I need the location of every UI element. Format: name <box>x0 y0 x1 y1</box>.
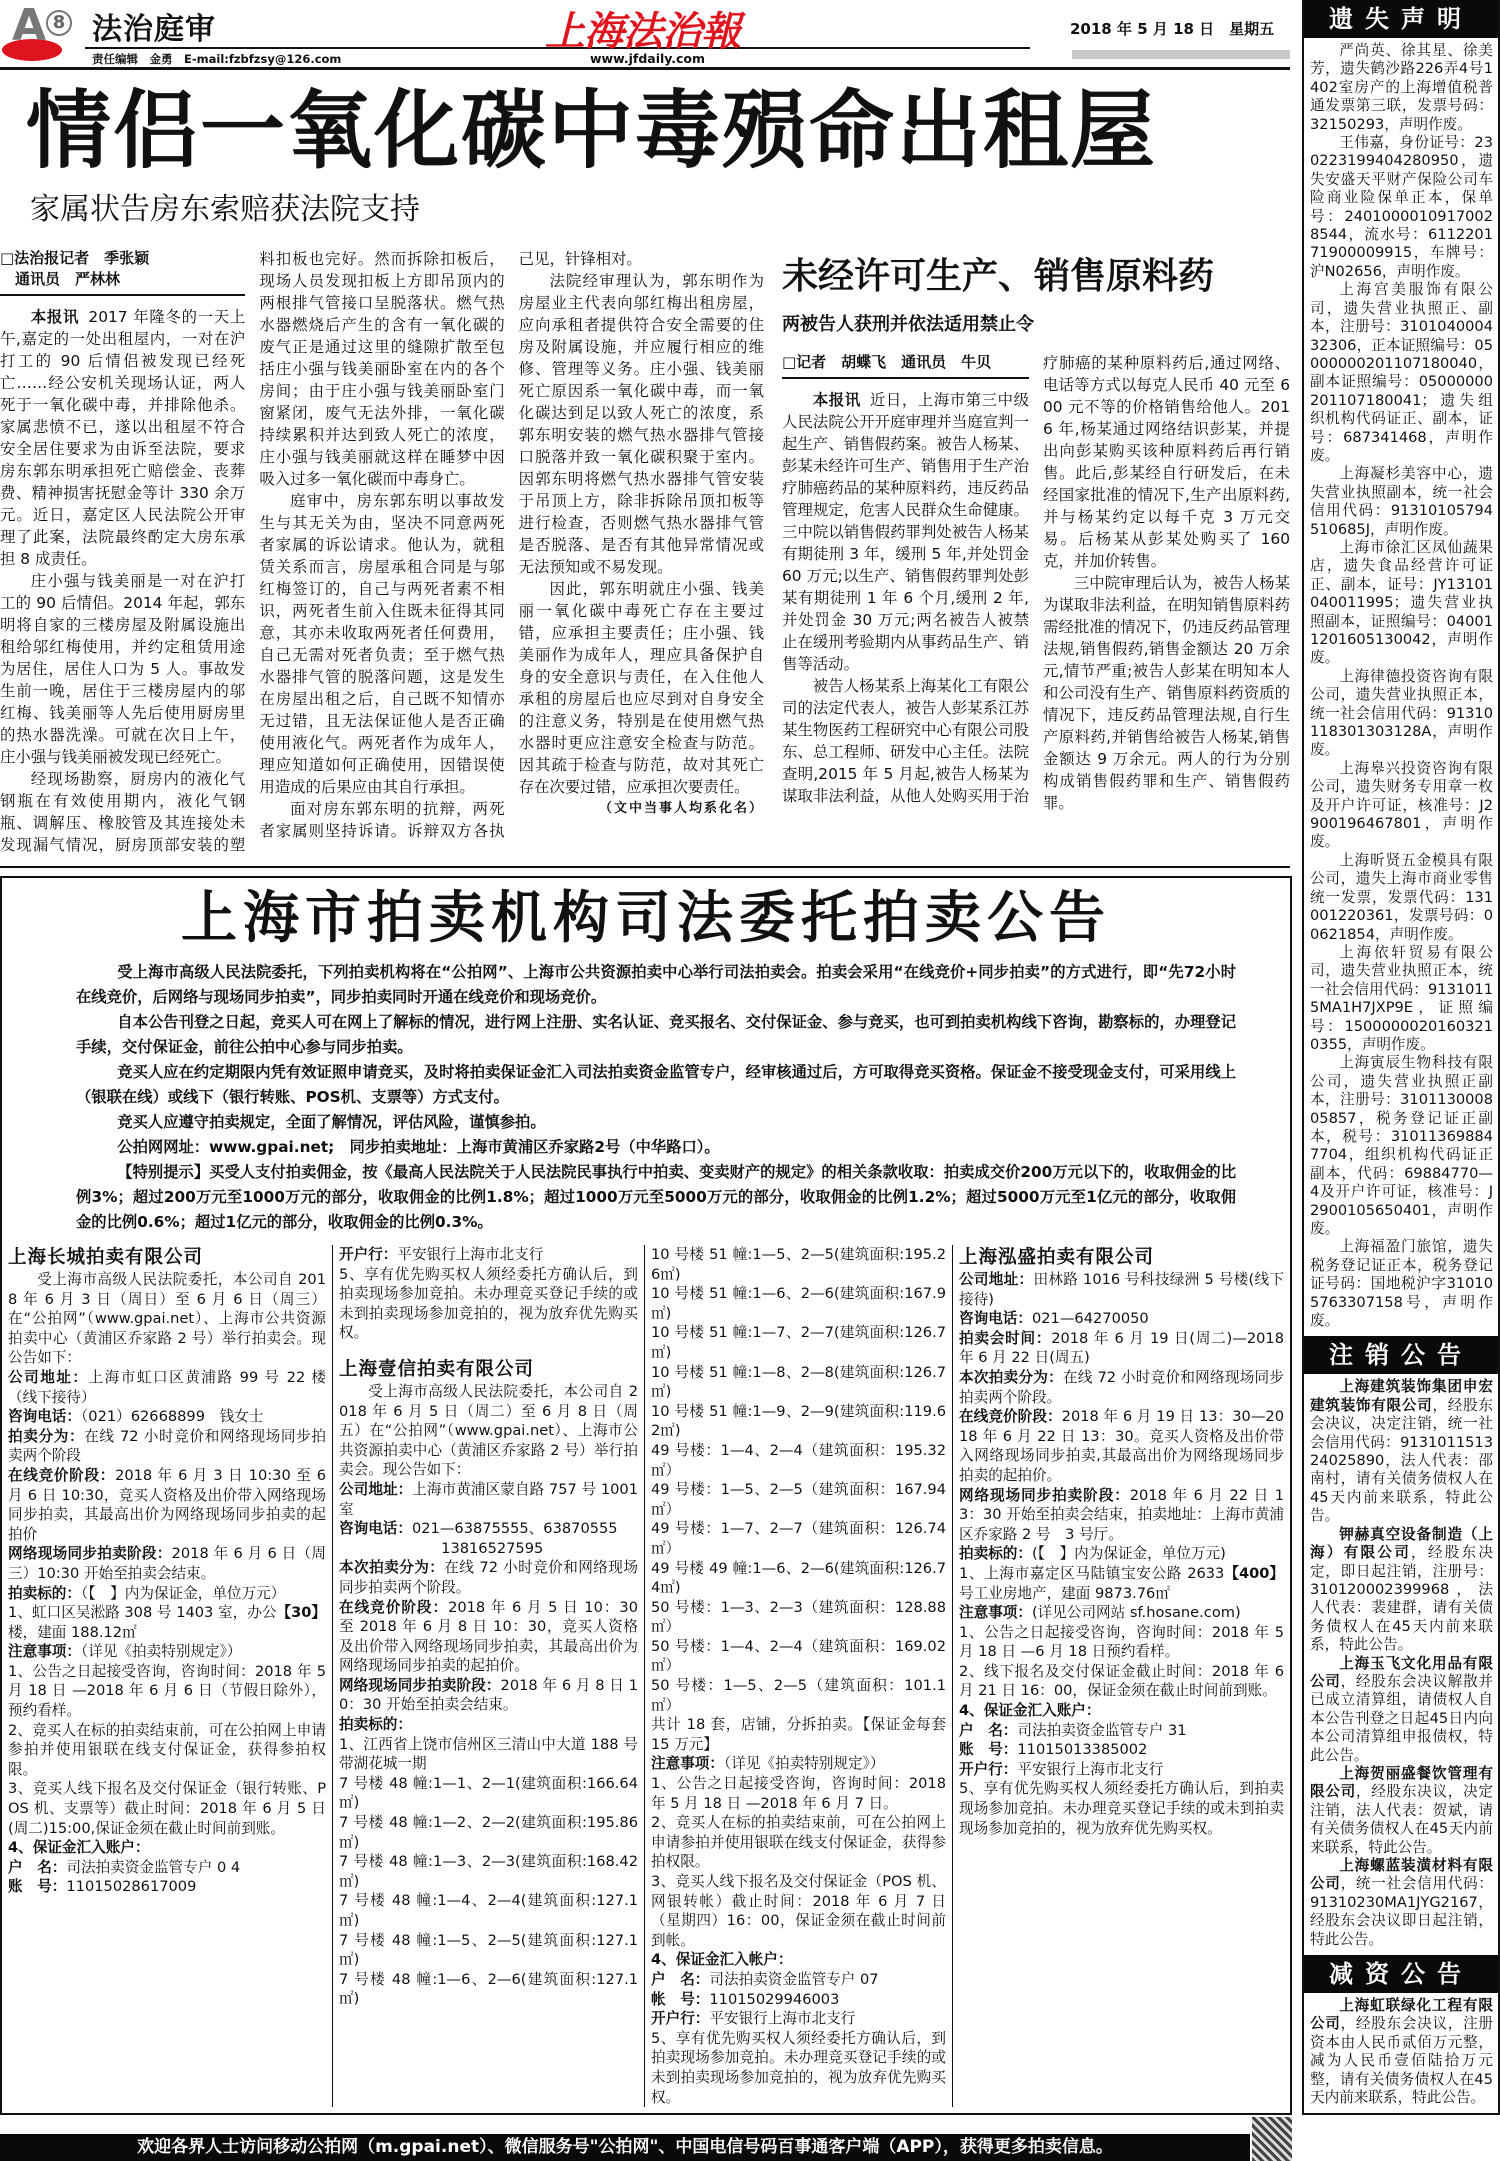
field-text: 上海市虹口区黄浦路 99 号 22 楼（线下接待） <box>8 1368 326 1406</box>
field-text: 1、公告之日起接受咨询，咨询时间：2018 年 5 月 18 日 —6 月 18 日预约看样。 <box>959 1623 1284 1661</box>
field-text: 2、竞买人在标的拍卖结束前，可在公拍网上申请参拍并使用银联在线支付保证金，获得参拍权限。 <box>651 1814 946 1871</box>
auction-line <box>959 1544 1284 1564</box>
field-label: 账 号： <box>959 1741 1018 1759</box>
field-text: 49 号楼 49 幢:1—6、2—6(建筑面积:126.74㎡) <box>651 1559 946 1597</box>
field-text: 7 号楼 48 幢:1—3、2—3(建筑面积:168.42㎡) <box>339 1853 638 1890</box>
auction-line <box>651 1872 946 1950</box>
field-label: 在线竞价阶段： <box>959 1408 1062 1426</box>
footer-row <box>0 2117 1292 2161</box>
auction-line <box>339 1265 638 1343</box>
field-text: 11015029946003 <box>709 1990 840 2008</box>
auction-line <box>8 1584 326 1604</box>
field-text: 7 号楼 48 幢:1—6、2—6(建筑面积:127.1㎡) <box>339 1970 638 2008</box>
field-text: 021—63875555、63870555 <box>411 1520 618 1538</box>
field-text: (【 】内为保证金，单位万元) <box>1031 1545 1226 1563</box>
field-label: 拍卖会时间： <box>959 1329 1052 1347</box>
lost-notice <box>1310 668 1493 760</box>
auction-line <box>651 1284 946 1323</box>
deposit-amount: 【400】 <box>1224 1564 1284 1582</box>
field-text: 面对房东郭东明的抗辩，两死者家属则坚持诉请。诉辩双方各执己见，针锋相对。 <box>259 250 642 840</box>
field-text: 50 号楼：1—3、2—3（建筑面积：128.88㎡） <box>651 1598 946 1636</box>
lost-notice <box>1310 1054 1493 1238</box>
auction-line <box>651 1519 946 1558</box>
intro-paragraph <box>76 1160 1236 1235</box>
auction-announcement <box>0 876 1292 2115</box>
auction-line <box>651 2009 946 2029</box>
article-body <box>0 248 764 856</box>
auction-line <box>651 1715 946 1754</box>
field-label: 户 名： <box>8 1858 67 1876</box>
field-label: 注意事项： <box>651 1755 724 1773</box>
auction-line <box>651 2029 946 2107</box>
page-number: 8 <box>46 10 72 36</box>
field-text: 上海依轩贸易有限公司，遗失营业执照正本，统一社会信用代码：91310115MA1H7JXP9E，证照编号：15000000201603210355，声明作废。 <box>1310 943 1493 1053</box>
field-label: 注意事项： <box>959 1604 1032 1622</box>
field-text: 7 号楼 48 幢:1—1、2—1(建筑面积:166.64㎡) <box>339 1774 638 1812</box>
field-label: 开户行： <box>959 1760 1018 1778</box>
main-subheadline: 家属状告房东索赔获法院支持 <box>30 192 420 227</box>
article-paragraph <box>259 490 504 798</box>
auction-line <box>339 1558 638 1597</box>
field-label: 网络现场同步拍卖阶段： <box>339 1676 501 1694</box>
field-text: 田林路 1016 号科技绿洲 5 号楼(线下接待) <box>959 1271 1284 1308</box>
field-text: 2018 年 6 月 19 日 13：30—2018 年 6 月 22 日 13：30。竞买人资格及出价带入网络现场同步拍卖,其最高出价为网络现场同步拍卖的起拍价。 <box>959 1408 1284 1484</box>
field-text: 在线 72 小时竞价和网络现场同步拍卖两个阶段。 <box>339 1559 638 1596</box>
field-label: 账 号： <box>8 1878 67 1896</box>
field-text: 在线 72 小时竞价和网络现场同步拍卖两个阶段。 <box>959 1368 1284 1406</box>
field-text: 3、竞买人线下报名及交付保证金（POS 机、网银转帐）截止时间：2018 年 6 月 7 日（星期四）16：00，保证金须在截止时间前到帐。 <box>651 1873 946 1949</box>
auction-line <box>8 1603 326 1642</box>
auction-line <box>339 1852 638 1891</box>
auction-line <box>651 1774 946 1813</box>
auction-line <box>339 1676 638 1715</box>
field-text: 10 号楼 51 幢:1—5、2—5(建筑面积:195.26㎡) <box>651 1246 946 1283</box>
header-bottom-rule <box>0 67 1290 70</box>
auction-line <box>339 1735 638 1774</box>
field-text: 司法拍卖资金监管专户 0 4 <box>66 1858 241 1876</box>
article-paragraph <box>0 306 245 570</box>
field-label: 在线竞价阶段： <box>8 1466 116 1484</box>
page-header <box>0 0 1292 72</box>
field-label: 户 名： <box>959 1721 1018 1739</box>
article-paragraph <box>519 270 764 578</box>
article-paragraph <box>1043 572 1290 814</box>
field-text: 49 号楼：1—4、2—4（建筑面积：195.32㎡） <box>651 1441 946 1479</box>
auction-line <box>339 1480 638 1519</box>
field-label: 拍卖标的： <box>959 1545 1032 1563</box>
intro-paragraph <box>76 1135 1236 1160</box>
field-text: 50 号楼：1—5、2—5（建筑面积：101.1㎡） <box>651 1677 946 1714</box>
field-label: 注意事项： <box>8 1643 81 1661</box>
article2 <box>782 248 1290 814</box>
auction-line <box>8 1427 326 1466</box>
auction-line <box>959 1740 1284 1760</box>
field-text: (详见公司网站 sf.hosane.com) <box>1031 1604 1241 1622</box>
auction-line <box>651 1637 946 1676</box>
field-text: 三中院审理后认为，被告人杨某为谋取非法利益，在明知销售原料药需经批准的情况下，仍违反药品管理法规,销售假药,销售金额达 20 万余元,情节严重;被告人彭某在明知本人和公司没有生产、销售原料药资质的情况下，违反药品管理法规,自行生产原料药,并销售给被告人杨某,销售金额达 9 万余元。两人的行为分别构成销售假药罪和生产、销售假药罪。 <box>1043 574 1290 812</box>
field-text: 11015028617009 <box>66 1878 197 1896</box>
lost-notice <box>1310 852 1493 944</box>
auction-intro <box>76 960 1236 1235</box>
field-text: 上海寅辰生物科技有限公司，遗失营业执照正副本，注册号：310113000805857，税务登记证正副本，税号：310113698847704，组织机构代码证正副本，代码：69884770—4及开户许可证，核准号：J2900105650401，声明作废。 <box>1310 1054 1493 1237</box>
editor-credit: 责任编辑 金勇 E-mail:fzbfzsy@126.com <box>92 52 342 66</box>
field-label: 咨询电话： <box>959 1310 1032 1328</box>
auction-line <box>959 1623 1284 1662</box>
section-title: 法治庭审 <box>92 12 216 47</box>
article-paragraph <box>519 578 764 798</box>
field-text: 2018 年 6 月 19 日(周二)—2018 年 6 月 22 日(周五) <box>959 1329 1284 1367</box>
deposit-amount: 【30】 <box>276 1604 326 1622</box>
article-paragraph <box>782 389 1029 675</box>
auction-line <box>8 1270 326 1368</box>
lost-notice <box>1310 42 1493 134</box>
field-text: 严尚英、徐其星、徐美芳，遗失鹤沙路226弄4号1402室房产的上海增值税普通发票第三联，发票号码：32150293，声明作废。 <box>1310 42 1493 133</box>
auction-column-2 <box>332 1245 644 2107</box>
company-name <box>959 1245 1284 1270</box>
field-text: 自本公告刊登之日起，竞买人可在网上了解标的情况，进行网上注册、实名认证、竞买报名、交付保证金、参与竞买，也可到拍卖机构线下咨询，勘察标的，办理登记手续，交付保证金，前往公拍中心参与同步拍卖。 <box>76 1013 1236 1056</box>
field-text: 法院经审理认为，郭东明作为房屋业主代表向邬红梅出租房屋，应向承租者提供符合安全需要的住房及附属设施，并应履行相应的维修、管理等义务。庄小强、钱美丽死亡原因系一氧化碳中毒，而一氧化碳达到足以致人死亡的浓度，系郭东明安装的燃气热水器排气管接口脱落并致一氧化碳积聚于室内。因郭东明将燃气热水器排气管安装于吊顶上方，除非拆除吊顶扣板等进行检查，否则燃气热水器排气管是否脱落、是否有其他异常情况或无法预知或不易发现。 <box>518 272 764 576</box>
company-name <box>339 1357 638 1382</box>
lost-notice <box>1310 281 1493 465</box>
lost-notice <box>1310 465 1493 539</box>
field-text: 上海市黄浦区蒙自路 757 号 1001 室 <box>339 1480 638 1518</box>
cancel-notice <box>1310 1526 1493 1655</box>
field-text: 庭审中，房东郭东明以事故发生与其无关为由，坚决不同意两死者家属的诉讼请求。他认为，就租赁关系而言，房屋承租合同是与邬红梅签订的，自己与两死者素不相识，两死者生前入住既未征得其同意，其亦未收取两死者任何费用，自己无需对死者负责；至于燃气热水器排气管的脱落问题，这是发生在房屋出租之后，自己既不知情亦无过错，且无法保证他人是否正确使用液化气。两死者作为成年人，理应知道如何正确使用，因错误使用造成的后果应由其自行承担。 <box>259 492 505 796</box>
company-name <box>8 1245 326 1270</box>
field-text: 2018 年 6 月 3 日 10:30 至 6 月 6 日 10:30，竞买人资格及出价带入网络现场同步拍卖，其最高出价为网络现场同步拍卖的起拍价 <box>8 1466 326 1543</box>
field-text: 3、竞买人线下报名及交付保证金（银行转账、POS 机、支票等）截止时间：2018 年 6 月 5 日(周二)15:00,保证金须在截止时间前到账。 <box>8 1780 326 1837</box>
auction-line <box>959 1662 1284 1701</box>
auction-columns <box>2 1245 1290 2107</box>
field-label: 网络现场同步拍卖阶段： <box>8 1545 172 1563</box>
lost-notice <box>1310 1238 1493 1330</box>
field-label: 4、保证金汇入帐户： <box>651 1951 793 1969</box>
field-text: 因此，郭东明就庄小强、钱美丽一氧化碳中毒死亡存在主要过错，应承担主要责任；庄小强、钱美丽作为成年人，理应具备保护自身的安全意识与责任，在入住他人承租的房屋后也应尽到对自身安全的注意义务，特别是在使用燃气热水器时更应注意安全检查与防范。因其疏于检查与防范，故对其死亡存在次要过错，应承担次要责任。 <box>518 580 764 796</box>
auction-line <box>651 1676 946 1715</box>
lost-notice <box>1310 944 1493 1054</box>
auction-column-1 <box>2 1245 332 2107</box>
field-text: （【 】内为保证金，单位万元） <box>80 1584 286 1602</box>
field-label: 开户行： <box>651 2010 710 2028</box>
field-text: 2、竞买人在标的拍卖结束前，可在公拍网上申请参拍并使用银联在线支付保证金，获得参拍权限。 <box>8 1721 326 1778</box>
masthead-logo: 上海法治報 <box>545 9 740 55</box>
auction-line <box>651 1363 946 1402</box>
field-text: ，经股东会决议解散并已成立清算组，请债权人自本公告刊登之日起45日内向本公司清算组申报债权，特此公告。 <box>1310 1672 1493 1764</box>
field-text: 共计 18 套，店铺，分拆拍卖。【保证金每套 15 万元】 <box>651 1716 946 1753</box>
auction-line <box>651 1245 946 1284</box>
header-grey-bar <box>1072 50 1290 59</box>
auction-line <box>339 1598 638 1676</box>
field-label: 开户行： <box>339 1246 398 1263</box>
auction-line <box>959 1329 1284 1368</box>
auction-line <box>959 1407 1284 1485</box>
field-text: 13816527595 <box>339 1539 544 1557</box>
auction-line <box>8 1779 326 1838</box>
field-text: 平安银行上海市北支行 <box>709 2010 856 2028</box>
auction-line <box>339 1813 638 1852</box>
field-text: 竞买人应遵守拍卖规定，全面了解情况，评估风险，谨慎参拍。 <box>117 1113 546 1131</box>
auction-line <box>959 1368 1284 1407</box>
field-text: （021）62668899 钱女士 <box>80 1408 264 1426</box>
auction-line <box>959 1701 1284 1721</box>
field-label: 上海贺丽盛餐饮管理有限公司 <box>1310 1764 1493 1801</box>
auction-footer-banner: 欢迎各界人士访问移动公拍网（m.gpai.net）、微信服务号"公拍网"、中国电信号码百事通客户端（APP），获得更多拍卖信息。 <box>0 2134 1250 2161</box>
field-text: 被告人杨某系上海某化工有限公司的法定代表人，被告人彭某系江苏某生物医药工程研究中心有限公司股东、总工程师、研发中心主任。法院查明,2015 年 5 月起,被告人杨某为谋取非法利益，从他人处购买用于治疗肺癌的某种原料药后,通过网络、电话等方式以每克人民币 40 元至 600 元不等的价格销售给他人。2016 年,杨某通过网络结识彭某，并提出向彭某购买该种原料药后再行销售。此后,彭某经自行研发后，在未经国家批准的情况下,生产出原料药,并与杨某约定以每千克 3 万元交易。后杨某从彭某处购买了 160 克，并加价转售。 <box>782 354 1290 805</box>
field-text: 上海市徐汇区凤仙蔬果店，遗失食品经营许可证正、副本，证号：JY13101040011995；遗失营业执照副本，证照编号：040011201605130042，声明作废。 <box>1310 538 1493 667</box>
field-text: 10 号楼 51 幢:1—8、2—8(建筑面积:126.7㎡) <box>651 1363 946 1401</box>
company-title: 上海长城拍卖有限公司 <box>8 1247 204 1268</box>
field-text: 在线 72 小时竞价和网络现场同步拍卖两个阶段 <box>8 1427 326 1465</box>
field-text: ，经股东会决议，决定注销，统一社会信用代码：913101151324025890，法人代表：邵南村，请有关债务债权人在45天内前来联系，特此公告。 <box>1310 1396 1493 1525</box>
auction-line <box>651 1402 946 1441</box>
auction-line <box>959 1486 1284 1545</box>
field-text: 平安银行上海市北支行 <box>397 1246 544 1263</box>
field-label: 本次拍卖分为： <box>959 1368 1063 1386</box>
field-label: 钾赫真空设备制造（上海）有限公司 <box>1310 1525 1493 1562</box>
auction-line <box>8 1642 326 1662</box>
auction-column-3 <box>644 1245 952 2107</box>
field-label: 上海螺蓝装潢材料有限公司 <box>1310 1857 1493 1893</box>
dateline: 本报讯 <box>812 391 861 409</box>
field-text: 受上海市高级人民法院委托，本公司自 2018 年 6 月 3 日（周日）至 6 月 6 日（周三）在“公拍网”（www.gpai.net）、上海市公共资源拍卖中心（黄浦区乔家路 2 号）举行拍卖会。现公告如下： <box>8 1271 326 1367</box>
field-text: 上海福盈门旅馆，遗失税务登记证正本，税务登记证号码：国地税沪字310105763307158号，声明作废。 <box>1310 1238 1493 1330</box>
field-text: 2018 年 6 月 8 日 10：30 开始至拍卖会结束。 <box>339 1676 638 1714</box>
auction-line <box>8 1368 326 1407</box>
articles-row <box>0 248 1292 856</box>
intro-paragraph <box>76 960 1236 1010</box>
auction-line <box>8 1466 326 1544</box>
field-text: 2017 年隆冬的一天上午,嘉定的一处出租屋内，一对在沪打工的 90 后情侣被发现已经死亡……经公安机关现场认证，两人死于一氧化碳中毒，并排除他杀。家属悲愤不已，遂以出租屋不符合安全居住要求为由诉至法院，要求房东郭东明承担死亡赔偿金、丧葬费、精神损害抚慰金等计 330 余万元。近日，嘉定区人民法院公开审理了此案，法院最终酌定大房东承担 8 成责任。 <box>0 308 246 568</box>
field-text: 2018 年 6 月 6 日（周三）10:30 开始至拍卖会结束。 <box>8 1545 326 1582</box>
field-text: ，经股东决定，即日起注销，注册号：310120002399968，法人代表：裴建群，请有关债务债权人在45天内前来联系，特此公告。 <box>1310 1544 1493 1654</box>
field-text: 上海昕贤五金模具有限公司，遗失上海市商业零售统一发票，发票代码：131001220361，发票号码：00621854，声明作废。 <box>1310 851 1493 943</box>
auction-line <box>8 1858 326 1878</box>
qr-code-icon[interactable] <box>1252 2117 1292 2161</box>
auction-line <box>339 1891 638 1930</box>
section-divider <box>0 866 1290 868</box>
field-text: 10 号楼 51 幢:1—6、2—6(建筑面积:167.9㎡) <box>651 1285 946 1322</box>
field-label: 帐 号： <box>651 1990 710 2008</box>
field-label: 网络现场同步拍卖阶段： <box>959 1486 1130 1504</box>
cancel-notice <box>1310 1857 1493 1949</box>
field-label: 本次拍卖分为： <box>339 1559 445 1577</box>
auction-column-4 <box>952 1245 1290 2107</box>
field-text: 上海凝杉美容中心，遗失营业执照副本，统一社会信用代码：91310105794510685J，声明作废。 <box>1310 465 1493 538</box>
auction-line <box>651 1970 946 1990</box>
lost-notice-header: 遗失声明 <box>1304 0 1498 38</box>
article2-byline: □记者 胡蝶飞 通讯员 牛贝 <box>782 352 1029 379</box>
field-text: 7 号楼 48 幢:1—2、2—2(建筑面积:195.86㎡) <box>339 1814 638 1851</box>
auction-line <box>8 1838 326 1858</box>
byline-reporter: □法治报记者 季张颖 <box>0 249 150 267</box>
auction-line <box>339 1245 638 1265</box>
field-text: 5、享有优先购买权人须经委托方确认后，到拍卖现场参加竞拍。未办理竞买登记手续的或未到拍卖现场参加竞拍的，视为放弃优先购买权。 <box>339 1265 638 1342</box>
field-text: ，统一社会信用代码：91310230MA1JYG2167，经股东会决议即日起注销，特此公告。 <box>1310 1875 1493 1948</box>
auction-line <box>959 1779 1284 1838</box>
field-text: 2018 年 6 月 22 日 13：30 开始至拍卖会结束，拍卖地址：上海市黄浦区乔家路 2 号 3 号厅。 <box>959 1486 1284 1543</box>
byline-correspondent: 通讯员 严林林 <box>0 270 121 288</box>
field-text: 5、享有优先购买权人须经委托方确认后，到拍卖现场参加竞拍。未办理竞买登记手续的或未到拍卖现场参加竞拍的，视为放弃优先购买权。 <box>651 2029 946 2106</box>
field-text: 平安银行上海市北支行 <box>1017 1760 1164 1778</box>
article-note: （文中当事人均系化名） <box>598 801 764 816</box>
field-text: 1、公告之日起接受咨询，咨询时间：2018 年 5 月 18 日 —2018 年 6 月 6 日（节假日除外），预约看样。 <box>8 1662 326 1720</box>
field-text: 【特别提示】买受人支付拍卖佣金，按《最高人民法院关于人民法院民事执行中拍卖、变卖财产的规定》的相关条款收取：拍卖成交价200万元以下的，收取佣金的比例3%；超过200万元至1000万元的部分，收取佣金的比例1.8%；超过1000万元至5000万元的部分，收取佣金的比例1.2%；超过5000万元至1亿元的部分，收取佣金的比例0.6%；超过1亿元的部分，收取佣金的比例0.3%。 <box>76 1163 1236 1231</box>
cancel-notice-header: 注销公告 <box>1304 1336 1498 1374</box>
lost-notices <box>1304 38 1498 1336</box>
field-text: 公拍网网址：www.gpai.net; 同步拍卖地址：上海市黄浦区乔家路2号（中华路口）。 <box>117 1138 720 1156</box>
field-text: （详见《拍卖特别规定》） <box>80 1643 242 1661</box>
field-text: 11015013385002 <box>1017 1741 1148 1759</box>
dateline: 本报讯 <box>30 308 80 326</box>
auction-line <box>8 1544 326 1583</box>
capital-reduction-notices <box>1304 1993 1498 2113</box>
field-label: 上海玉飞文化用品有限公司 <box>1310 1654 1493 1690</box>
field-label: 拍卖标的： <box>8 1584 81 1602</box>
field-label: 公司地址： <box>339 1480 413 1498</box>
cancel-notice <box>1310 1765 1493 1857</box>
field-text: 1、虹口区吴淞路 308 号 1403 室，办公楼，建面 188.12㎡ <box>8 1604 277 1641</box>
auction-line <box>651 1480 946 1519</box>
company-title: 上海壹信拍卖有限公司 <box>339 1358 535 1380</box>
auction-line <box>959 1603 1284 1623</box>
field-text: 49 号楼：1—5、2—5（建筑面积：167.94㎡） <box>651 1481 946 1518</box>
article-paragraph <box>0 570 245 768</box>
field-text: 49 号楼：1—7、2—7（建筑面积：126.74㎡） <box>651 1520 946 1557</box>
issue-date: 2018 年 5 月 18 日 星期五 <box>1070 20 1275 38</box>
field-text: 10 号楼 51 幢:1—9、2—9(建筑面积:119.62㎡) <box>651 1402 946 1440</box>
field-label: 4、保证金汇入账户： <box>8 1839 150 1857</box>
intro-paragraph <box>76 1110 1236 1135</box>
field-text: 庄小强与钱美丽是一对在沪打工的 90 后情侣。2014 年起，郭东明将自家的三楼房屋及附属设施出租给邬红梅使用，并约定租赁用途为居住，居住人口为 5 人。事故发生前一晚，居住于三楼房屋内的邬红梅、钱美丽等人先后使用厨房里的热水器洗澡。可就在次日上午，庄小强与钱美丽被发现已经死亡。 <box>0 572 246 766</box>
auction-line <box>959 1760 1284 1780</box>
field-label: 上海虹联绿化工程有限公司 <box>1310 1997 1493 2033</box>
field-text: 经现场勘察，厨房内的液化气钢瓶在有效使用期内，液化气钢瓶、调解压、橡胶管及其连接处未发现漏气情况，厨房顶部安装的塑料扣板也完好。然而拆除扣板后，现场人员发现扣板上方即吊顶内的两根排气管接口呈脱落状。燃气热水器燃烧后产生的含有一氧化碳的废气正是通过这里的缝隙扩散至包括庄小强与钱美丽卧室在内的各个房间；由于庄小强与钱美丽卧室门窗紧闭，废气无法外排，一氧化碳持续累积并达到致人死亡的浓度，庄小强与钱美丽就这样在睡梦中因吸入过多一氧化碳而中毒身亡。 <box>0 250 505 854</box>
cancel-notice <box>1310 1655 1493 1765</box>
cancel-notices <box>1304 1374 1498 1955</box>
field-text: ，经股东会决议，注册资本由人民币贰佰万元整，减为人民币壹佰陆拾万元整，请有关债务债权人在45天内前来联系，特此公告。 <box>1310 2015 1493 2107</box>
auction-line <box>651 1441 946 1480</box>
field-label: 在线竞价阶段： <box>339 1598 449 1616</box>
field-text: 上海律德投资咨询有限公司，遗失营业执照正本，统一社会信用代码：91310118301303128A，声明作废。 <box>1310 667 1493 759</box>
auction-line <box>339 1382 638 1480</box>
auction-line <box>651 1598 946 1637</box>
auction-line <box>959 1270 1284 1309</box>
auction-line <box>959 1721 1284 1741</box>
field-text: 司法拍卖资金监管专户 31 <box>1017 1721 1187 1739</box>
article-paragraphs <box>0 248 764 856</box>
auction-line <box>8 1662 326 1721</box>
field-text: 2018 年 6 月 5 日 10：30 至 2018 年 6 月 8 日 10：30，竞买人资格及出价带入网络现场同步拍卖，其最高出价为网络现场同步拍卖的起拍价。 <box>339 1598 638 1675</box>
field-text: 7 号楼 48 幢:1—5、2—5(建筑面积:127.1㎡) <box>339 1931 638 1969</box>
article2-paragraphs <box>782 352 1290 814</box>
auction-line <box>651 1323 946 1362</box>
main-headline: 情侣一氧化碳中毒殒命出租屋 <box>26 82 1158 181</box>
intro-paragraph <box>76 1010 1236 1060</box>
field-label: 拍卖分为： <box>8 1427 85 1445</box>
field-label: 上海建筑装饰集团申宏建筑装饰有限公司 <box>1310 1378 1493 1414</box>
auction-line <box>651 1813 946 1872</box>
auction-line <box>339 1931 638 1970</box>
field-text: 7 号楼 48 幢:1—4、2—4(建筑面积:127.1㎡) <box>339 1892 638 1929</box>
lost-notice <box>1310 539 1493 668</box>
auction-line <box>651 1950 946 1970</box>
field-text: （详见《拍卖特别规定》） <box>723 1755 885 1773</box>
auction-line <box>339 1519 638 1539</box>
field-label: 户 名： <box>651 1970 710 1988</box>
capital-reduction-header: 减资公告 <box>1304 1955 1498 1993</box>
field-text: 1、公告之日起接受咨询，咨询时间：2018 年 5 月 18 日 —2018 年 6 月 7 日。 <box>651 1775 946 1812</box>
auction-line <box>339 1970 638 2009</box>
field-text: 10 号楼 51 幢:1—7、2—7(建筑面积:126.7㎡) <box>651 1324 946 1361</box>
auction-line <box>959 1309 1284 1329</box>
field-text: 1、上海市嘉定区马陆镇宝安公路 2633 号工业房地产，建面 9873.76㎡ <box>959 1564 1225 1602</box>
auction-line <box>651 1754 946 1774</box>
article-byline <box>0 248 245 296</box>
field-text: 王伟嘉，身份证号：230223199404280950，遗失安盛天平财产保险公司车险商业险保单正本，保单号：24010000109170028544，流水号：611220171900009915，车牌号：沪N02656，声明作废。 <box>1310 134 1493 280</box>
field-text: ，经股东决议，决定注销，法人代表：贺斌，请有关债务债权人在45天内前来联系，特此公告。 <box>1310 1783 1493 1856</box>
auction-line <box>651 1990 946 2010</box>
intro-paragraph <box>76 1060 1236 1110</box>
notices-sidebar <box>1302 0 1500 2115</box>
page-number-badge <box>2 2 76 62</box>
auction-line <box>651 1559 946 1598</box>
field-text: 司法拍卖资金监管专户 07 <box>709 1970 879 1988</box>
field-text: 上海宫美服饰有限公司，遗失营业执照正、副本，注册号：310104000432306，正本证照编号：05000000201107180040，副本证照编号：05000000201107180041；遗失组织机构代码证正、副本，证号：687341468，声明作废。 <box>1310 281 1493 464</box>
field-text: 021—64270050 <box>1031 1310 1149 1328</box>
field-text: 5、享有优先购买权人须经委托方确认后，到拍卖现场参加竞拍。未办理竞买登记手续的或未到拍卖现场参加竞拍的，视为放弃优先购买权。 <box>959 1780 1284 1837</box>
field-text: 近日，上海市第三中级人民法院公开开庭审理并当庭宣判一起生产、销售假药案。被告人杨某、彭某未经许可生产、销售用于生产治疗肺癌药品的某种原料药，违反药品管理规定，危害人民群众生命健康。三中院以销售假药罪判处被告人杨某有期徒刑 3 年，缓刑 5 年,并处罚金 60 万元;以生产、销售假药罪判处彭某有期徒刑 1 年 6 个月,缓刑 2 年,并处罚金 30 万元;两名被告人被禁止在缓刑考验期内从事药品生产、销售等活动。 <box>782 391 1029 673</box>
field-label: 公司地址： <box>8 1368 89 1386</box>
field-text: 2、线下报名及交付保证金截止时间：2018 年 6 月 21 日 16：00，保证金须在截止时间前到账。 <box>959 1662 1284 1700</box>
field-label: 4、保证金汇入账户： <box>959 1702 1101 1720</box>
auction-line <box>339 1715 638 1735</box>
field-text: 受上海市高级人民法院委托，下列拍卖机构将在“公拍网”、上海市公共资源拍卖中心举行司法拍卖会。拍卖会采用“在线竞价+同步拍卖”的方式进行，即“先72小时在线竞价，后网络与现场同步拍卖”，同步拍卖同时开通在线竞价和现场竞价。 <box>76 963 1236 1006</box>
page-letter: A <box>12 0 47 51</box>
article2-body <box>782 352 1290 814</box>
auction-title: 上海市拍卖机构司法委托拍卖公告 <box>181 886 1111 951</box>
auction-line <box>8 1721 326 1780</box>
field-text: 1、江西省上饶市信州区三清山中大道 188 号带湖花城一期 <box>339 1735 638 1773</box>
article2-subheadline: 两被告人获刑并依法适用禁止令 <box>782 314 1034 335</box>
field-text: 受上海市高级人民法院委托，本公司自 2018 年 6 月 5 日（周二）至 6 月 8 日（周五）在“公拍网”（www.gpai.net）、上海市公共资源拍卖中心（黄浦区乔家路 2 号）举行拍卖会。现公告如下： <box>339 1382 638 1479</box>
reduction-notice <box>1310 1997 1493 2107</box>
lost-notice <box>1310 134 1493 281</box>
website-link[interactable]: www.jfdaily.com <box>590 51 706 66</box>
field-text: 竞买人应在约定期限内凭有效证照申请竞买，及时将拍卖保证金汇入司法拍卖资金监管专户，经审核通过后，方可取得竞买资格。保证金不接受现金支付，可采用线上（银联在线）或线下（银行转账、POS机、支票等）方式支付。 <box>76 1063 1236 1106</box>
auction-line <box>8 1407 326 1427</box>
field-label: 公司地址： <box>959 1271 1034 1288</box>
field-label: 咨询电话： <box>8 1408 81 1426</box>
field-text: 上海皋兴投资咨询有限公司，遗失财务专用章一枚及开户许可证，核准号：J2900196467801，声明作废。 <box>1310 759 1493 851</box>
article2-headline: 未经许可生产、销售原料药 <box>782 256 1215 297</box>
auction-line <box>339 1539 638 1559</box>
cancel-notice <box>1310 1378 1493 1525</box>
lost-notice <box>1310 760 1493 852</box>
field-text: 50 号楼：1—4、2—4（建筑面积：169.02㎡） <box>651 1637 946 1675</box>
field-label: 拍卖标的： <box>339 1716 412 1734</box>
auction-line <box>8 1877 326 1897</box>
company-title: 上海泓盛拍卖有限公司 <box>959 1247 1155 1268</box>
field-label: 咨询电话： <box>339 1520 412 1538</box>
auction-line <box>339 1774 638 1813</box>
auction-line <box>959 1564 1284 1603</box>
